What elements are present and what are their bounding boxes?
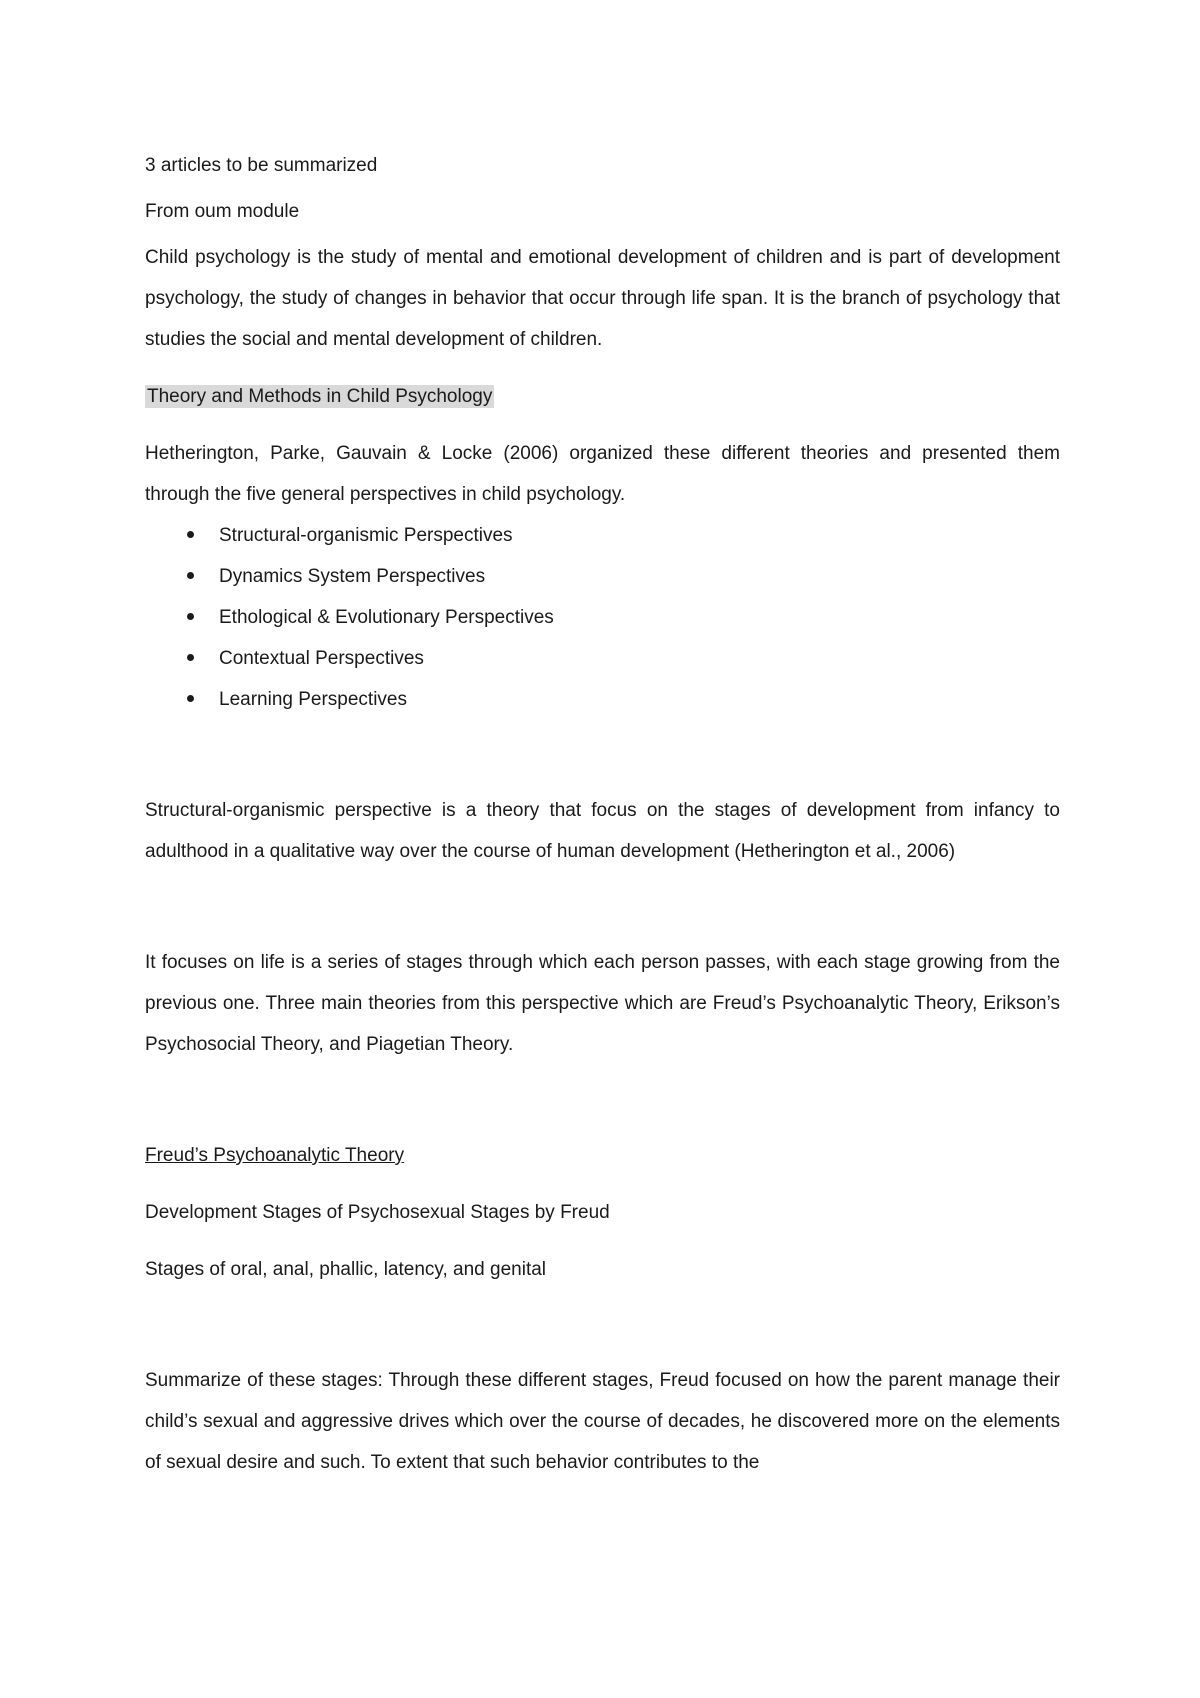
- list-item: Contextual Perspectives: [187, 638, 1060, 679]
- hetherington-paragraph: Hetherington, Parke, Gauvain & Locke (2006) organized these different theories and presented them through the five general perspectives in child psychology.: [145, 443, 1060, 505]
- list-item: Learning Perspectives: [187, 679, 1060, 720]
- summary-paragraph: Summarize of these stages: Through these different stages, Freud focused on how the parent manage their child’s sexual and aggressive drives which over the course of decades, he discovered more on the elements of sexual desire and such. To extent that such behavior contributes to the: [145, 1370, 1060, 1473]
- freud-subheading: Development Stages of Psychosexual Stages by Freud: [145, 1202, 610, 1223]
- document-body: [145, 145, 1060, 1483]
- bullet-icon: [187, 572, 194, 579]
- structural-paragraph: Structural-organismic perspective is a theory that focus on the stages of development from infancy to adulthood in a qualitative way over the course of human development (Hetherington et al., 2006): [145, 800, 1060, 862]
- list-item: Ethological & Evolutionary Perspectives: [187, 597, 1060, 638]
- bullet-icon: [187, 531, 194, 538]
- source-line: From oum module: [145, 201, 300, 222]
- perspectives-list: [145, 515, 1060, 720]
- bullet-icon: [187, 613, 194, 620]
- stages-paragraph: It focuses on life is a series of stages through which each person passes, with each stage growing from the previous one. Three main theories from this perspective which are Freud’s Psychoanalytic Theory, Erikson’s Psychosocial Theory, and Piagetian Theory.: [145, 952, 1060, 1055]
- bullet-icon: [187, 695, 194, 702]
- freud-heading: [145, 1135, 1060, 1176]
- bullet-icon: [187, 654, 194, 661]
- list-item: Dynamics System Perspectives: [187, 556, 1060, 597]
- highlighted-heading-text: Theory and Methods in Child Psychology: [147, 386, 493, 407]
- section-heading: [145, 376, 1060, 417]
- freud-stages-line: Stages of oral, anal, phallic, latency, and genital: [145, 1259, 547, 1280]
- title-line: 3 articles to be summarized: [145, 155, 378, 176]
- intro-paragraph: Child psychology is the study of mental and emotional development of children and is part of development psychology, the study of changes in behavior that occur through life span. It is the branch of psychology that studies the social and mental development of children.: [145, 247, 1060, 350]
- list-item: Structural-organismic Perspectives: [187, 515, 1060, 556]
- underlined-heading-text: Freud’s Psychoanalytic Theory: [145, 1145, 405, 1166]
